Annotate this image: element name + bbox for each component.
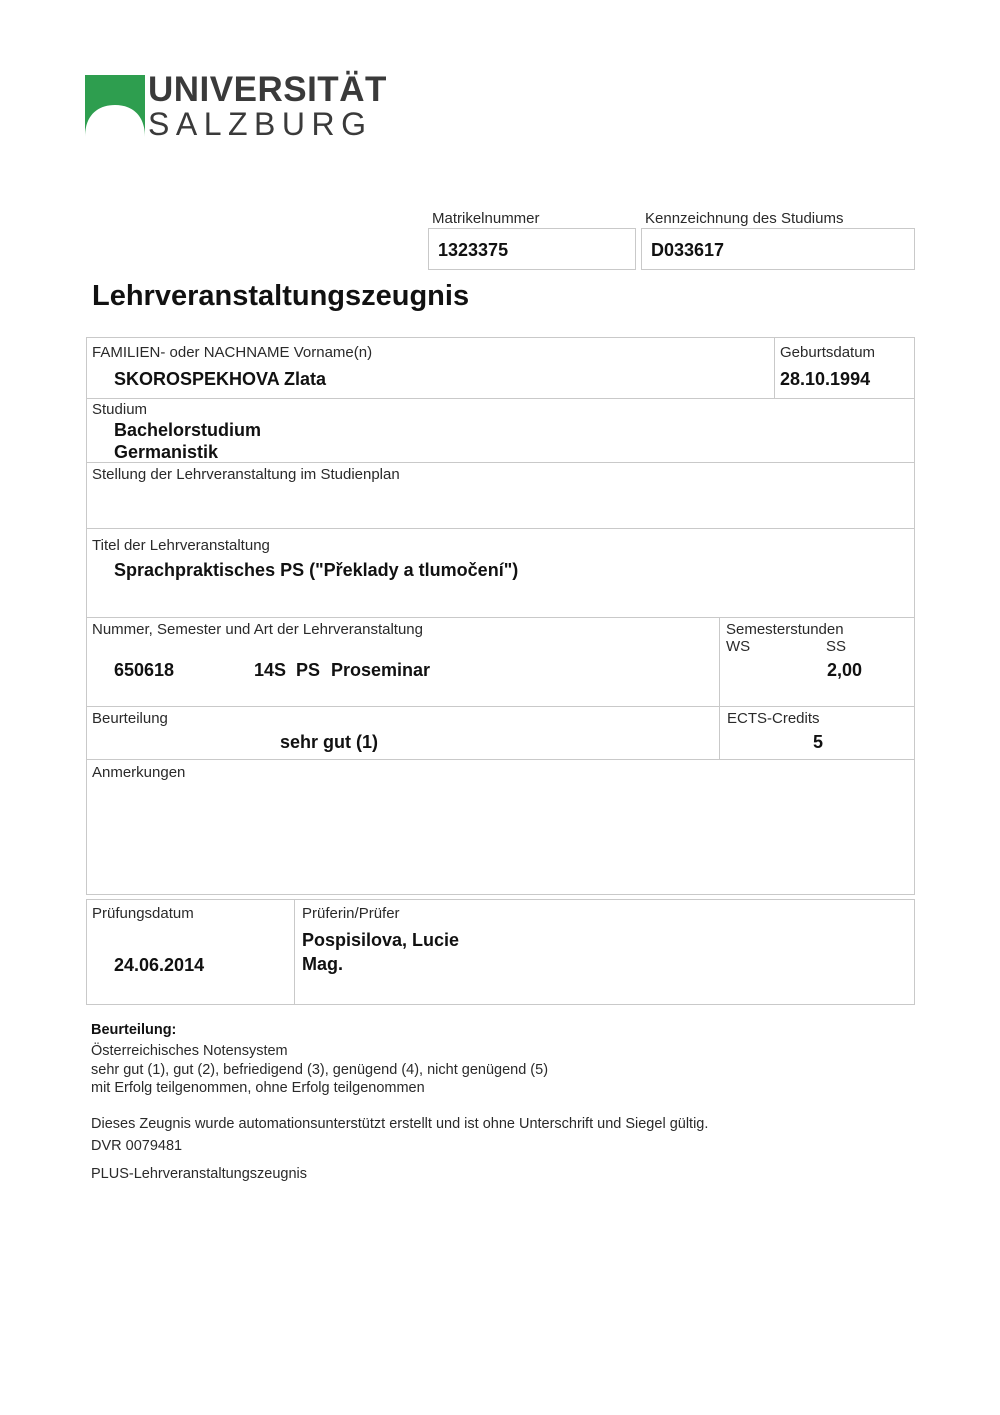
- matrikel-label: Matrikelnummer: [432, 210, 540, 227]
- study-code-value: D033617: [651, 240, 725, 260]
- examiner-title: Mag.: [302, 954, 344, 974]
- footer-dvr: DVR 0079481: [91, 1138, 183, 1154]
- footer-form-name: PLUS-Lehrveranstaltungszeugnis: [91, 1166, 308, 1182]
- course-number: 650618: [114, 660, 175, 680]
- name-cell: [87, 338, 775, 399]
- study-line2: Germanistik: [114, 442, 219, 462]
- ss-value: 2,00: [827, 660, 863, 680]
- exam-table: [86, 899, 915, 1005]
- birthdate-value: 28.10.1994: [780, 369, 871, 389]
- matrikel-box: [428, 228, 636, 270]
- examiner-cell: [295, 900, 914, 1004]
- study-code-box: [641, 228, 915, 270]
- course-info-label: Nummer, Semester und Art der Lehrveranstaltung: [92, 621, 423, 638]
- course-title-cell: [87, 529, 914, 618]
- course-semester: 14S: [254, 660, 287, 680]
- course-info-cell: [87, 618, 720, 707]
- position-cell: [87, 463, 914, 529]
- study-cell: [87, 399, 914, 463]
- name-label: FAMILIEN- oder NACHNAME Vorname(n): [92, 344, 373, 361]
- birthdate-cell: [775, 338, 914, 399]
- exam-date-value: 24.06.2014: [114, 955, 205, 975]
- logo-mark-icon: [85, 75, 145, 137]
- ects-value: 5: [813, 732, 824, 752]
- ss-label: SS: [826, 638, 847, 655]
- hours-label: Semesterstunden: [726, 621, 844, 638]
- exam-date-cell: [87, 900, 295, 1004]
- ects-cell: [720, 707, 914, 760]
- position-label: Stellung der Lehrveranstaltung im Studienplan: [92, 466, 400, 483]
- course-type-long: Proseminar: [331, 660, 431, 680]
- remarks-label: Anmerkungen: [92, 764, 186, 781]
- logo-text-universitaet: UNIVERSITÄT: [148, 70, 387, 109]
- footer-heading: Beurteilung:: [91, 1022, 177, 1038]
- course-title-label: Titel der Lehrveranstaltung: [92, 537, 270, 554]
- logo-text-salzburg: SALZBURG: [148, 106, 373, 142]
- birthdate-label: Geburtsdatum: [780, 344, 876, 361]
- study-line1: Bachelorstudium: [114, 420, 262, 440]
- remarks-cell: [87, 760, 914, 894]
- matrikel-value: 1323375: [438, 240, 509, 260]
- course-type-short: PS: [296, 660, 321, 680]
- course-title-value: Sprachpraktisches PS ("Překlady a tlumočení"): [114, 560, 519, 580]
- footer-grading-system: Österreichisches Notensystem: [91, 1043, 288, 1059]
- grade-cell: [87, 707, 720, 760]
- study-code-label: Kennzeichnung des Studiums: [645, 210, 844, 227]
- page-title: Lehrveranstaltungszeugnis: [92, 280, 470, 312]
- hours-cell: [720, 618, 914, 707]
- certificate-table: [86, 337, 915, 895]
- ects-label: ECTS-Credits: [727, 710, 820, 727]
- footer-grading-scale: sehr gut (1), gut (2), befriedigend (3), genügend (4), nicht genügend (5): [91, 1062, 549, 1078]
- examiner-label: Prüferin/Prüfer: [302, 905, 400, 922]
- study-label: Studium: [92, 401, 148, 418]
- footer-validity-note: Dieses Zeugnis wurde automationsunterstützt erstellt und ist ohne Unterschrift und Siegel gültig.: [91, 1116, 709, 1132]
- ws-label: WS: [726, 638, 751, 655]
- grade-label: Beurteilung: [92, 710, 168, 727]
- name-value: SKOROSPEKHOVA Zlata: [114, 369, 327, 389]
- grade-value: sehr gut (1): [280, 732, 379, 752]
- footer-participation: mit Erfolg teilgenommen, ohne Erfolg teilgenommen: [91, 1080, 425, 1096]
- examiner-name: Pospisilova, Lucie: [302, 930, 460, 950]
- exam-date-label: Prüfungsdatum: [92, 905, 194, 922]
